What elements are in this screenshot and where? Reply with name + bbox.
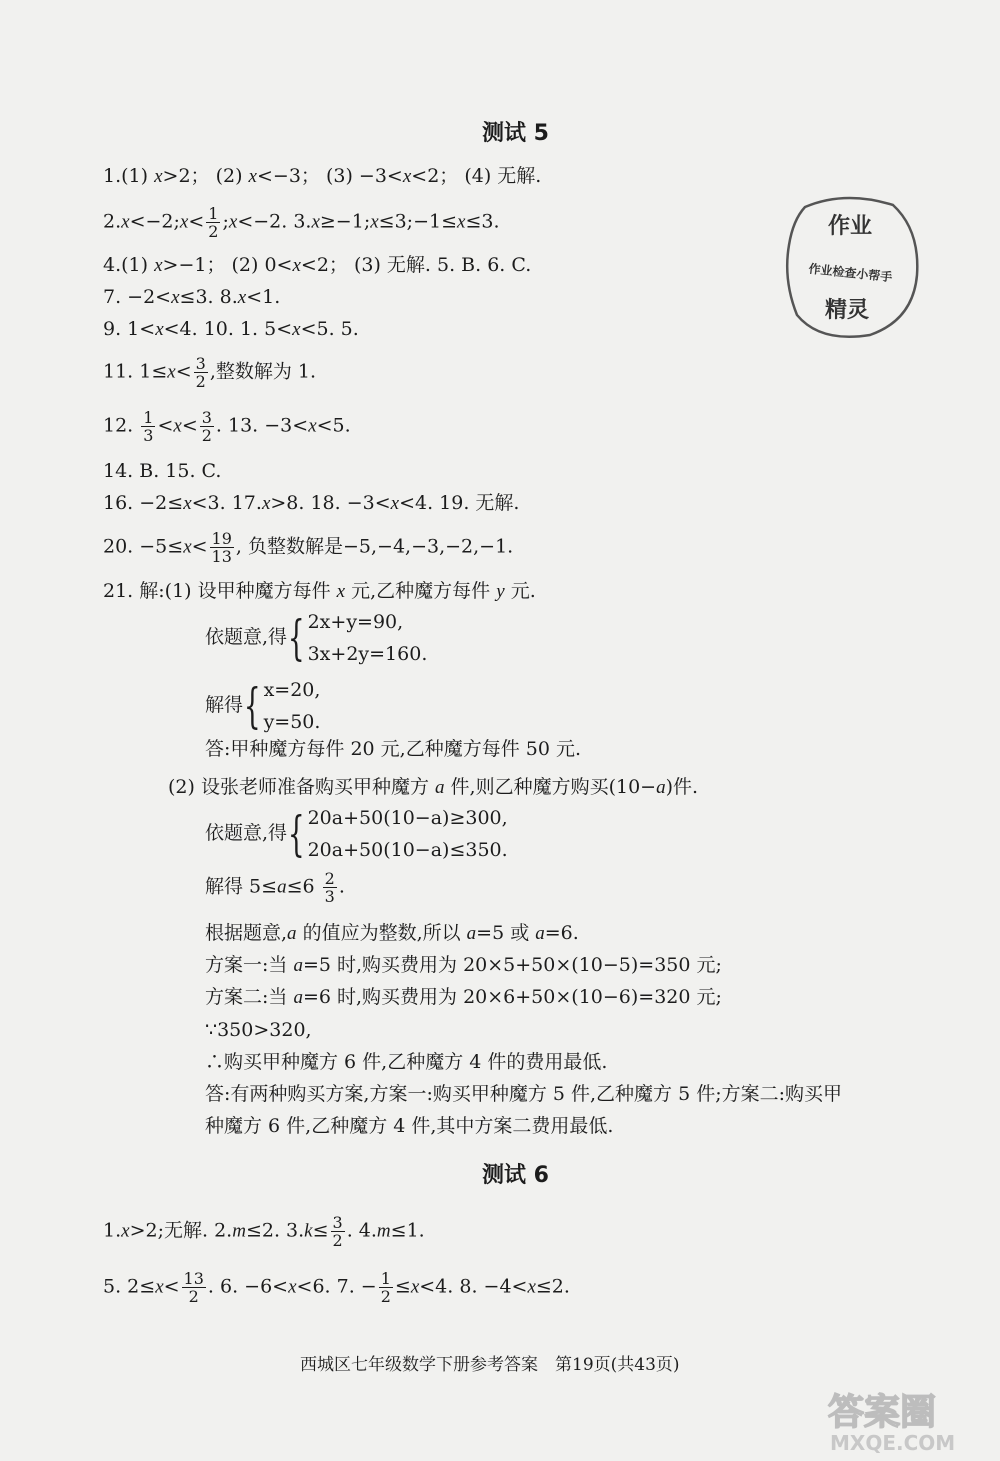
watermark-logo — [818, 1386, 993, 1456]
test6-title: 测试 6 — [482, 1163, 549, 1188]
answer-21-plan1: 方案一:当 a=5 时,购买费用为 20×5+50×(10−5)=350 元; — [205, 954, 722, 976]
answer-21-intro: 21. 解:(1) 设甲种魔方每件 x 元,乙种魔方每件 y 元. — [103, 580, 536, 602]
answer-21-final-line2: 种魔方 6 件,乙种魔方 4 件,其中方案二费用最低. — [205, 1115, 614, 1137]
stamp-seal — [775, 185, 925, 345]
fraction: $\frac{1}{2}$ — [380, 1269, 391, 1306]
answer-1: 1.(1) x>2； (2) x<−3； (3) −3<x<2； (4) 无解. — [103, 165, 542, 187]
fraction: $\frac{3}{2}$ — [332, 1213, 343, 1250]
answer-21-integer-values: 根据题意,a 的值应为整数,所以 a=5 或 a=6. — [205, 922, 579, 944]
answer-7-8: 7. −2<x≤3. 8.x<1. — [103, 286, 281, 308]
answer-20: 20. −5≤x< $\frac{19}{13}$ , 负整数解是−5,−4,−3,−2,−1. — [103, 529, 514, 566]
fraction: $\frac{1}{3}$ — [143, 408, 154, 445]
answer-21-plan2: 方案二:当 a=6 时,购买费用为 20×6+50×(10−6)=320 元; — [205, 986, 722, 1008]
equation-system-1: 依题意,得{ 2x+y=90, 3x+2y=160. — [205, 610, 428, 666]
answer-2-3: 2.x<−2;x< $\frac{1}{2}$ ;x<−2. 3.x≥−1;x≤3;−1≤x≤3. — [103, 204, 500, 241]
stamp-bottom-text: 精灵 — [824, 297, 870, 323]
equation-system-2: 解得{ x=20, y=50. — [205, 678, 321, 734]
stamp-middle-text: 作业检查小帮手 — [807, 261, 893, 285]
answer-21-final-line1: 答:有两种购买方案,方案一:购买甲种魔方 5 件,乙种魔方 5 件;方案二:购买甲 — [205, 1083, 843, 1105]
answer-16-19: 16. −2≤x<3. 17.x>8. 18. −3<x<4. 19. 无解. — [103, 492, 520, 514]
fraction: $\frac{3}{2}$ — [195, 354, 206, 391]
watermark-logo-text: 答案圈 — [828, 1392, 937, 1433]
answer-12-13: 12. $\frac{1}{3}$ <x< $\frac{3}{2}$ . 13. −3<x<5. — [103, 408, 351, 445]
answer-9-10: 9. 1<x<4. 10. 1. 5<x<5. 5. — [103, 318, 359, 340]
test6-answer-1-4: 1.x>2;无解. 2.m≤2. 3.k≤ $\frac{3}{2}$ . 4.m≤1. — [103, 1213, 425, 1250]
page-footer: 西城区七年级数学下册参考答案 第19页(共43页) — [300, 1355, 680, 1375]
test5-title: 测试 5 — [482, 121, 549, 146]
answer-11: 11. 1≤x< $\frac{3}{2}$ ,整数解为 1. — [103, 354, 317, 391]
watermark-site-text: MXQE.COM — [830, 1431, 956, 1455]
answer-21-solution-range: 解得 5≤a≤6 $\frac{2}{3}$ . — [205, 869, 345, 906]
fraction: $\frac{1}{2}$ — [208, 204, 219, 241]
answer-21-part2-intro: (2) 设张老师准备购买甲种魔方 a 件,则乙种魔方购买(10−a)件. — [168, 776, 699, 798]
test6-answer-5-8: 5. 2≤x< $\frac{13}{2}$ . 6. −6<x<6. 7. − $\frac{1}{2}$ ≤x<4. 8. −4<x≤2. — [103, 1269, 570, 1306]
fraction: $\frac{19}{13}$ — [211, 529, 232, 566]
stamp-top-text: 作业 — [827, 213, 873, 239]
answer-21-therefore: ∴购买甲种魔方 6 件,乙种魔方 4 件的费用最低. — [205, 1051, 608, 1073]
fraction: $\frac{13}{2}$ — [183, 1269, 204, 1306]
fraction: $\frac{2}{3}$ — [324, 869, 335, 906]
answer-21-part1-conclusion: 答:甲种魔方每件 20 元,乙种魔方每件 50 元. — [205, 738, 581, 760]
answer-21-because: ∵350>320, — [205, 1019, 312, 1041]
inequality-system: 依题意,得{ 20a+50(10−a)≥300, 20a+50(10−a)≤350. — [205, 806, 508, 862]
fraction: $\frac{3}{2}$ — [201, 408, 212, 445]
answer-4-6: 4.(1) x>−1； (2) 0<x<2； (3) 无解. 5. B. 6. C. — [103, 254, 532, 276]
answer-14-15: 14. B. 15. C. — [103, 460, 222, 482]
